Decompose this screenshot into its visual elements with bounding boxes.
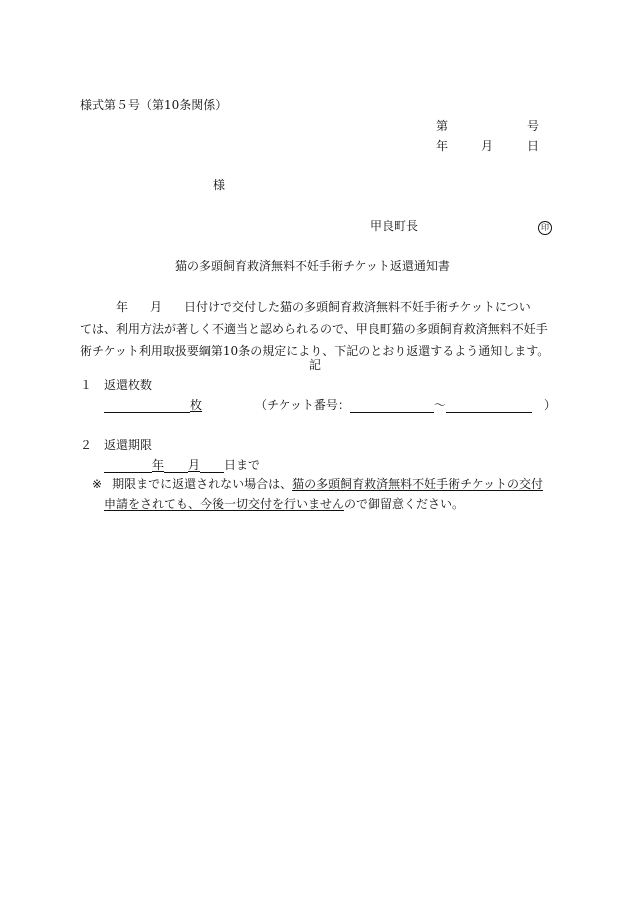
item2-label: 返還期限 — [104, 438, 153, 452]
body-year-label: 年 — [116, 300, 129, 314]
ticket-number-from-field[interactable] — [350, 399, 434, 413]
body-line-3: 術チケット利用取扱要綱第10条の規定により、下記のとおり返還するよう通知します。 — [80, 344, 550, 358]
deadline-day-field[interactable] — [200, 459, 224, 473]
seal-mark — [538, 218, 552, 235]
note-line-2-plain: ので御留意ください。 — [344, 497, 465, 511]
item1-label: 返還枚数 — [104, 378, 153, 392]
deadline-day-until: 日まで — [224, 458, 261, 472]
item1-number: １ — [80, 378, 93, 392]
ticket-number-row — [255, 397, 556, 413]
ticket-number-to-field[interactable] — [446, 399, 532, 413]
return-count-field[interactable] — [104, 399, 190, 413]
number-label-go: 号 — [527, 119, 540, 133]
date-month-label: 月 — [481, 139, 494, 153]
item1-unit: 枚 — [190, 398, 203, 412]
seal-icon: 印 — [538, 221, 552, 235]
ticket-number-label: （チケット番号： — [255, 398, 350, 412]
addressee-suffix: 様 — [213, 178, 226, 192]
note-line-1-plain: 期限までに返還されない場合は、 — [112, 477, 293, 491]
item1-row — [104, 397, 202, 413]
deadline-year-field[interactable] — [104, 459, 152, 473]
item2-number: ２ — [80, 438, 93, 452]
body-line-2: ては、利用方法が著しく不適当と認められるので、甲良町猫の多頭飼育救済無料不妊手 — [80, 322, 548, 336]
note-line-2 — [104, 496, 464, 512]
body-line-1 — [80, 296, 555, 318]
number-label-dai: 第 — [436, 119, 449, 133]
deadline-year-label: 年 — [152, 458, 165, 472]
deadline-month-field[interactable] — [164, 459, 188, 473]
note-line-1-underlined: 猫の多頭飼育救済無料不妊手術チケットの交付 — [292, 477, 544, 491]
note-mark: ※ — [92, 477, 103, 491]
note-line-1 — [92, 476, 543, 492]
deadline-month-label: 月 — [188, 458, 201, 472]
sender-title: 甲良町長 — [370, 219, 419, 233]
body-line-1-text: 日付けで交付した猫の多頭飼育救済無料不妊手術チケットについ — [184, 300, 531, 314]
ticket-range-tilde: ～ — [433, 398, 446, 412]
date-year-label: 年 — [436, 139, 449, 153]
date-day-label: 日 — [527, 139, 540, 153]
form-number: 様式第５号（第10条関係） — [80, 98, 228, 112]
body-month-label: 月 — [150, 300, 163, 314]
document-title: 猫の多頭飼育救済無料不妊手術チケット返還通知書 — [175, 259, 450, 273]
deadline-row — [104, 457, 260, 473]
ki-marker: 記 — [309, 358, 322, 372]
note-line-2-underlined: 申請をされても、今後一切交付を行いません — [104, 497, 345, 511]
ticket-number-close: ） — [543, 398, 556, 412]
